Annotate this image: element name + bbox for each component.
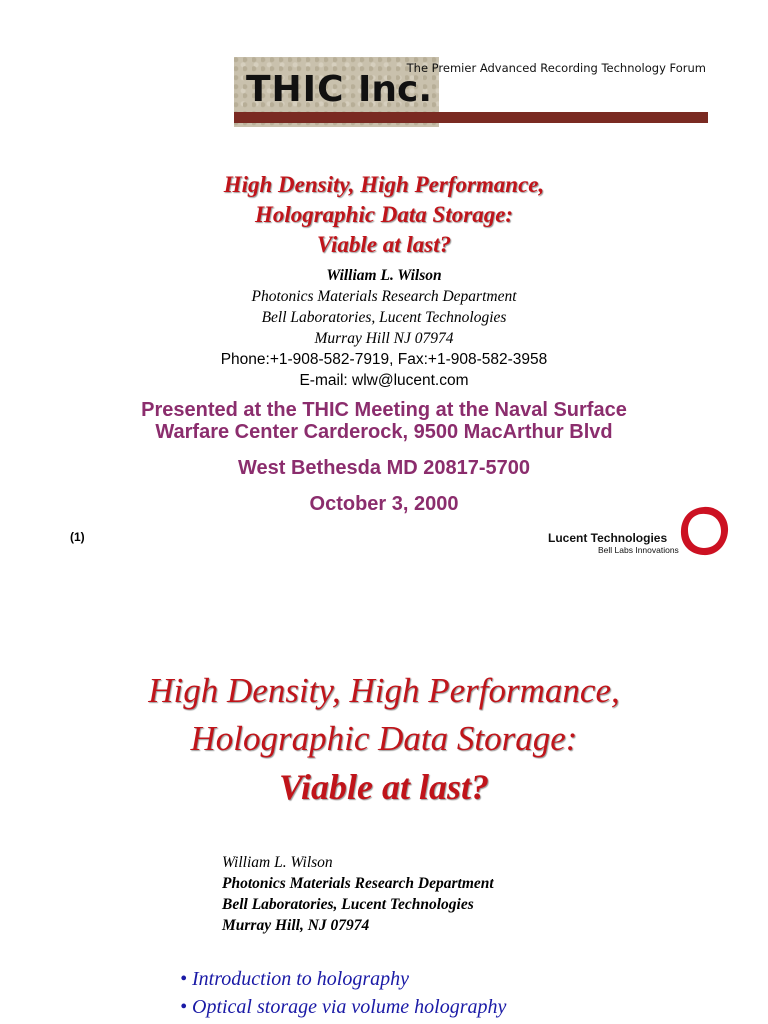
bullet-item: • Optical storage via volume holography (180, 996, 507, 1018)
slide1-department: Photonics Materials Research Department (251, 288, 517, 305)
slide2-affiliation (222, 852, 494, 936)
thic-tagline: The Premier Advanced Recording Technology Forum (406, 61, 706, 75)
slide1-city: West Bethesda MD 20817-5700 (238, 457, 530, 479)
slide1-presented (0, 399, 768, 443)
lucent-ring-icon (676, 503, 732, 559)
slide1-author: William L. Wilson (326, 267, 442, 284)
slide1-email: E-mail: wlw@lucent.com (299, 372, 469, 389)
slide1-title-line: Viable at last? (316, 232, 452, 257)
slide2-location: Murray Hill, NJ 07974 (222, 917, 370, 934)
presented-line: Warfare Center Carderock, 9500 MacArthur Blvd (155, 421, 613, 443)
lucent-logo-subtitle: Bell Labs Innovations (598, 545, 679, 555)
slide1-title (0, 170, 768, 260)
slide2-author: William L. Wilson (222, 854, 333, 871)
bullet-item: • Introduction to holography (180, 968, 410, 990)
slide1-phone: Phone:+1-908-582-7919, Fax:+1-908-582-3958 (220, 351, 548, 368)
banner-divider-bar (234, 112, 708, 123)
slide2-title-line: Viable at last? (278, 767, 490, 807)
slide2-title-line: Holographic Data Storage: (190, 719, 578, 758)
slide2-title (0, 667, 768, 811)
slide2-title-line: High Density, High Performance, (148, 671, 620, 710)
slide1-title-line: High Density, High Performance, (223, 172, 545, 197)
presented-line: Presented at the THIC Meeting at the Naval Surface (141, 399, 627, 421)
thic-banner (234, 57, 708, 127)
slide1-organization: Bell Laboratories, Lucent Technologies (261, 309, 507, 326)
lucent-logo (548, 503, 733, 563)
slide1-title-line: Holographic Data Storage: (254, 202, 514, 227)
slide2-organization: Bell Laboratories, Lucent Technologies (222, 896, 474, 913)
lucent-logo-name: Lucent Technologies (548, 531, 668, 545)
thic-logo-text: THIC (246, 69, 345, 110)
slide-number: (1) (70, 530, 85, 544)
slide2-department: Photonics Materials Research Department (222, 875, 494, 892)
slide2-bullet-list (180, 965, 506, 1021)
slide1-date: October 3, 2000 (309, 493, 459, 515)
thic-logo-inc: Inc. (358, 69, 433, 110)
slide1-location: Murray Hill NJ 07974 (314, 330, 454, 347)
